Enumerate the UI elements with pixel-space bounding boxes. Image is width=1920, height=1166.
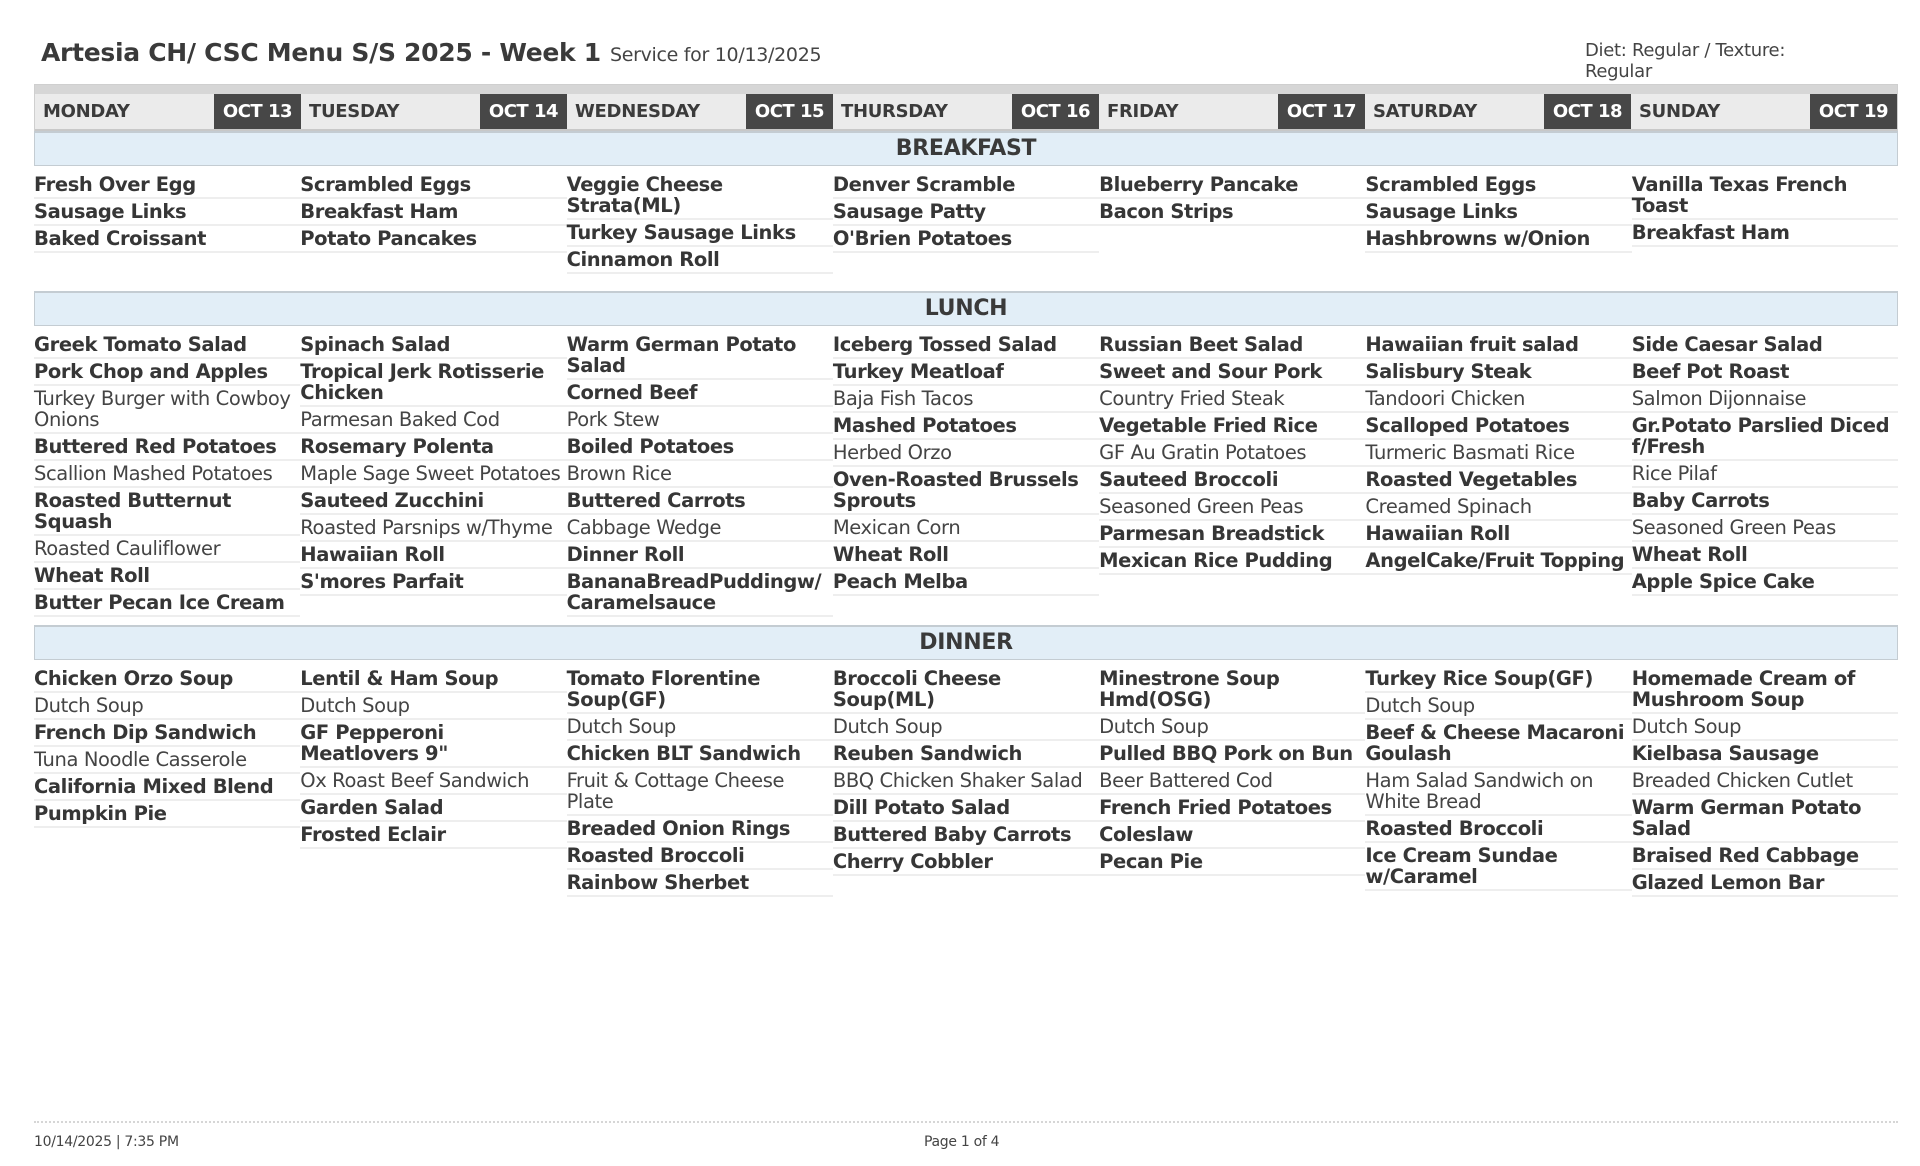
menu-item: Mexican Rice Pudding bbox=[1099, 548, 1365, 575]
menu-item: Dill Potato Salad bbox=[833, 795, 1099, 822]
menu-item: Rice Pilaf bbox=[1632, 461, 1898, 488]
menu-item: Salisbury Steak bbox=[1365, 359, 1631, 386]
menu-item: Pork Stew bbox=[567, 407, 833, 434]
menu-item: Sausage Patty bbox=[833, 199, 1099, 226]
menu-item: Buttered Carrots bbox=[567, 488, 833, 515]
menu-item: Scallion Mashed Potatoes bbox=[34, 461, 300, 488]
day-date-badge: OCT 19 bbox=[1810, 94, 1897, 129]
menu-item: Gr.Potato Parslied Diced f/Fresh bbox=[1632, 413, 1898, 461]
day-date-badge: OCT 17 bbox=[1278, 94, 1365, 129]
day-name: SUNDAY bbox=[1639, 101, 1721, 122]
lunch-column-friday bbox=[1099, 332, 1365, 617]
menu-item: Turkey Burger with Cowboy Onions bbox=[34, 386, 300, 434]
menu-item: Scalloped Potatoes bbox=[1365, 413, 1631, 440]
menu-item: Dutch Soup bbox=[833, 714, 1099, 741]
menu-item: Herbed Orzo bbox=[833, 440, 1099, 467]
lunch-column-saturday bbox=[1365, 332, 1631, 617]
day-header-tuesday bbox=[301, 94, 567, 131]
menu-item: Blueberry Pancake bbox=[1099, 172, 1365, 199]
breakfast-column-monday bbox=[34, 172, 300, 274]
menu-item: Ham Salad Sandwich on White Bread bbox=[1365, 768, 1631, 816]
menu-item: Greek Tomato Salad bbox=[34, 332, 300, 359]
menu-item: Dutch Soup bbox=[1099, 714, 1365, 741]
diet-texture-label: Diet: Regular / Texture: Regular bbox=[1585, 40, 1786, 82]
menu-item: Salmon Dijonnaise bbox=[1632, 386, 1898, 413]
day-header-wednesday bbox=[567, 94, 833, 131]
day-header-sunday bbox=[1631, 94, 1897, 131]
day-name: TUESDAY bbox=[309, 101, 400, 122]
menu-item: Homemade Cream of Mushroom Soup bbox=[1632, 666, 1898, 714]
lunch-column-thursday bbox=[833, 332, 1099, 617]
menu-item: Pecan Pie bbox=[1099, 849, 1365, 876]
menu-item: Denver Scramble bbox=[833, 172, 1099, 199]
menu-item: Butter Pecan Ice Cream bbox=[34, 590, 300, 617]
day-date-badge: OCT 18 bbox=[1544, 94, 1631, 129]
breakfast-column-tuesday bbox=[300, 172, 566, 274]
menu-item: Mexican Corn bbox=[833, 515, 1099, 542]
menu-item: Vanilla Texas French Toast bbox=[1632, 172, 1898, 220]
menu-item: Fruit & Cottage Cheese Plate bbox=[567, 768, 833, 816]
menu-item: Turkey Sausage Links bbox=[567, 220, 833, 247]
menu-item: Dutch Soup bbox=[300, 693, 566, 720]
menu-item: Chicken BLT Sandwich bbox=[567, 741, 833, 768]
day-header-friday bbox=[1099, 94, 1365, 131]
menu-item: Frosted Eclair bbox=[300, 822, 566, 849]
dinner-column-friday bbox=[1099, 666, 1365, 897]
meal-band-breakfast: BREAKFAST bbox=[34, 131, 1898, 166]
menu-item: O'Brien Potatoes bbox=[833, 226, 1099, 253]
day-header-bar bbox=[34, 84, 1898, 131]
menu-item: Pulled BBQ Pork on Bun bbox=[1099, 741, 1365, 768]
day-header-monday bbox=[35, 94, 301, 131]
menu-item: French Dip Sandwich bbox=[34, 720, 300, 747]
menu-item: Sauteed Zucchini bbox=[300, 488, 566, 515]
menu-item: Parmesan Baked Cod bbox=[300, 407, 566, 434]
menu-item: Scrambled Eggs bbox=[300, 172, 566, 199]
menu-item: Warm German Potato Salad bbox=[1632, 795, 1898, 843]
menu-item: Warm German Potato Salad bbox=[567, 332, 833, 380]
day-date-badge: OCT 13 bbox=[214, 94, 301, 129]
menu-item: GF Au Gratin Potatoes bbox=[1099, 440, 1365, 467]
day-date-badge: OCT 16 bbox=[1012, 94, 1099, 129]
menu-item: S'mores Parfait bbox=[300, 569, 566, 596]
menu-item: Russian Beet Salad bbox=[1099, 332, 1365, 359]
dinner-column-thursday bbox=[833, 666, 1099, 897]
page-title: Artesia CH/ CSC Menu S/S 2025 - Week 1 bbox=[41, 38, 601, 67]
lunch-column-wednesday bbox=[567, 332, 833, 617]
menu-item: Beef Pot Roast bbox=[1632, 359, 1898, 386]
menu-item: Glazed Lemon Bar bbox=[1632, 870, 1898, 897]
menu-item: Wheat Roll bbox=[1632, 542, 1898, 569]
menu-grid bbox=[34, 84, 1898, 901]
menu-item: Roasted Broccoli bbox=[567, 843, 833, 870]
menu-item: Beer Battered Cod bbox=[1099, 768, 1365, 795]
menu-item: Wheat Roll bbox=[34, 563, 300, 590]
dinner-column-tuesday bbox=[300, 666, 566, 897]
menu-item: Dutch Soup bbox=[34, 693, 300, 720]
menu-item: Roasted Broccoli bbox=[1365, 816, 1631, 843]
menu-item: Dutch Soup bbox=[567, 714, 833, 741]
menu-item: Tandoori Chicken bbox=[1365, 386, 1631, 413]
footer-page-number: Page 1 of 4 bbox=[924, 1134, 1000, 1150]
menu-item: Roasted Cauliflower bbox=[34, 536, 300, 563]
menu-item: Roasted Parsnips w/Thyme bbox=[300, 515, 566, 542]
menu-item: French Fried Potatoes bbox=[1099, 795, 1365, 822]
menu-item: Maple Sage Sweet Potatoes bbox=[300, 461, 566, 488]
menu-item: Ox Roast Beef Sandwich bbox=[300, 768, 566, 795]
menu-item: Chicken Orzo Soup bbox=[34, 666, 300, 693]
menu-item: BananaBreadPuddingw/ Caramelsauce bbox=[567, 569, 833, 617]
lunch-column-monday bbox=[34, 332, 300, 617]
menu-item: Oven-Roasted Brussels Sprouts bbox=[833, 467, 1099, 515]
lunch-column-tuesday bbox=[300, 332, 566, 617]
menu-item: Potato Pancakes bbox=[300, 226, 566, 253]
menu-item: Cabbage Wedge bbox=[567, 515, 833, 542]
menu-item: Ice Cream Sundae w/Caramel bbox=[1365, 843, 1631, 891]
menu-item: Wheat Roll bbox=[833, 542, 1099, 569]
menu-item: AngelCake/Fruit Topping bbox=[1365, 548, 1631, 575]
menu-item: Peach Melba bbox=[833, 569, 1099, 596]
meal-band-dinner: DINNER bbox=[34, 625, 1898, 660]
menu-item: Hawaiian Roll bbox=[300, 542, 566, 569]
day-name: FRIDAY bbox=[1107, 101, 1179, 122]
menu-item: Beef & Cheese Macaroni Goulash bbox=[1365, 720, 1631, 768]
breakfast-column-thursday bbox=[833, 172, 1099, 274]
menu-item: Creamed Spinach bbox=[1365, 494, 1631, 521]
menu-item: Buttered Red Potatoes bbox=[34, 434, 300, 461]
menu-item: Vegetable Fried Rice bbox=[1099, 413, 1365, 440]
menu-item: Dutch Soup bbox=[1365, 693, 1631, 720]
menu-item: Roasted Butternut Squash bbox=[34, 488, 300, 536]
menu-item: Country Fried Steak bbox=[1099, 386, 1365, 413]
menu-item: Mashed Potatoes bbox=[833, 413, 1099, 440]
day-name: MONDAY bbox=[43, 101, 130, 122]
menu-item: Baby Carrots bbox=[1632, 488, 1898, 515]
menu-item: Pork Chop and Apples bbox=[34, 359, 300, 386]
dinner-columns bbox=[34, 660, 1898, 901]
menu-item: Hawaiian Roll bbox=[1365, 521, 1631, 548]
menu-item: Turmeric Basmati Rice bbox=[1365, 440, 1631, 467]
menu-item: Spinach Salad bbox=[300, 332, 566, 359]
lunch-column-sunday bbox=[1632, 332, 1898, 617]
menu-item: Dinner Roll bbox=[567, 542, 833, 569]
day-header-saturday bbox=[1365, 94, 1631, 131]
breakfast-column-sunday bbox=[1632, 172, 1898, 274]
menu-item: Iceberg Tossed Salad bbox=[833, 332, 1099, 359]
menu-item: Rainbow Sherbet bbox=[567, 870, 833, 897]
menu-item: Buttered Baby Carrots bbox=[833, 822, 1099, 849]
menu-item: Sausage Links bbox=[1365, 199, 1631, 226]
menu-item: BBQ Chicken Shaker Salad bbox=[833, 768, 1099, 795]
menu-item: Coleslaw bbox=[1099, 822, 1365, 849]
menu-item: Baja Fish Tacos bbox=[833, 386, 1099, 413]
menu-item: Tuna Noodle Casserole bbox=[34, 747, 300, 774]
day-name: THURSDAY bbox=[841, 101, 948, 122]
day-header-thursday bbox=[833, 94, 1099, 131]
menu-item: Bacon Strips bbox=[1099, 199, 1365, 226]
menu-item: Tomato Florentine Soup(GF) bbox=[567, 666, 833, 714]
breakfast-columns bbox=[34, 166, 1898, 278]
menu-item: Minestrone Soup Hmd(OSG) bbox=[1099, 666, 1365, 714]
menu-item: Apple Spice Cake bbox=[1632, 569, 1898, 596]
dinner-column-saturday bbox=[1365, 666, 1631, 897]
breakfast-column-wednesday bbox=[567, 172, 833, 274]
menu-item: Fresh Over Egg bbox=[34, 172, 300, 199]
day-name: WEDNESDAY bbox=[575, 101, 700, 122]
menu-item: California Mixed Blend bbox=[34, 774, 300, 801]
menu-item: Hawaiian fruit salad bbox=[1365, 332, 1631, 359]
day-name: SATURDAY bbox=[1373, 101, 1478, 122]
day-date-badge: OCT 15 bbox=[746, 94, 833, 129]
menu-item: Sausage Links bbox=[34, 199, 300, 226]
footer-divider bbox=[34, 1121, 1898, 1123]
menu-item: Veggie Cheese Strata(ML) bbox=[567, 172, 833, 220]
menu-item: Sweet and Sour Pork bbox=[1099, 359, 1365, 386]
menu-item: Rosemary Polenta bbox=[300, 434, 566, 461]
menu-item: Sauteed Broccoli bbox=[1099, 467, 1365, 494]
menu-item: Breakfast Ham bbox=[300, 199, 566, 226]
menu-item: Breaded Onion Rings bbox=[567, 816, 833, 843]
menu-item: Dutch Soup bbox=[1632, 714, 1898, 741]
menu-item: Cherry Cobbler bbox=[833, 849, 1099, 876]
menu-item: Garden Salad bbox=[300, 795, 566, 822]
menu-item: Reuben Sandwich bbox=[833, 741, 1099, 768]
lunch-columns bbox=[34, 326, 1898, 621]
menu-item: Cinnamon Roll bbox=[567, 247, 833, 274]
menu-item: Seasoned Green Peas bbox=[1099, 494, 1365, 521]
dinner-column-sunday bbox=[1632, 666, 1898, 897]
menu-item: Braised Red Cabbage bbox=[1632, 843, 1898, 870]
menu-item: Scrambled Eggs bbox=[1365, 172, 1631, 199]
menu-item: Baked Croissant bbox=[34, 226, 300, 253]
dinner-column-monday bbox=[34, 666, 300, 897]
breakfast-column-saturday bbox=[1365, 172, 1631, 274]
menu-item: Side Caesar Salad bbox=[1632, 332, 1898, 359]
meal-band-lunch: LUNCH bbox=[34, 291, 1898, 326]
menu-item: Breaded Chicken Cutlet bbox=[1632, 768, 1898, 795]
menu-item: Turkey Rice Soup(GF) bbox=[1365, 666, 1631, 693]
menu-item: Seasoned Green Peas bbox=[1632, 515, 1898, 542]
footer-timestamp: 10/14/2025 | 7:35 PM bbox=[34, 1134, 179, 1150]
menu-item: Boiled Potatoes bbox=[567, 434, 833, 461]
menu-item: Breakfast Ham bbox=[1632, 220, 1898, 247]
menu-item: Corned Beef bbox=[567, 380, 833, 407]
menu-item: Pumpkin Pie bbox=[34, 801, 300, 828]
menu-item: Lentil & Ham Soup bbox=[300, 666, 566, 693]
dinner-column-wednesday bbox=[567, 666, 833, 897]
menu-item: Brown Rice bbox=[567, 461, 833, 488]
menu-item: Tropical Jerk Rotisserie Chicken bbox=[300, 359, 566, 407]
menu-item: Roasted Vegetables bbox=[1365, 467, 1631, 494]
page-header bbox=[41, 38, 1561, 67]
menu-item: Hashbrowns w/Onion bbox=[1365, 226, 1631, 253]
day-date-badge: OCT 14 bbox=[480, 94, 567, 129]
menu-item: Kielbasa Sausage bbox=[1632, 741, 1898, 768]
menu-item: Broccoli Cheese Soup(ML) bbox=[833, 666, 1099, 714]
menu-item: Turkey Meatloaf bbox=[833, 359, 1099, 386]
service-date: Service for 10/13/2025 bbox=[609, 44, 822, 66]
menu-item: Parmesan Breadstick bbox=[1099, 521, 1365, 548]
menu-item: GF Pepperoni Meatlovers 9" bbox=[300, 720, 566, 768]
breakfast-column-friday bbox=[1099, 172, 1365, 274]
